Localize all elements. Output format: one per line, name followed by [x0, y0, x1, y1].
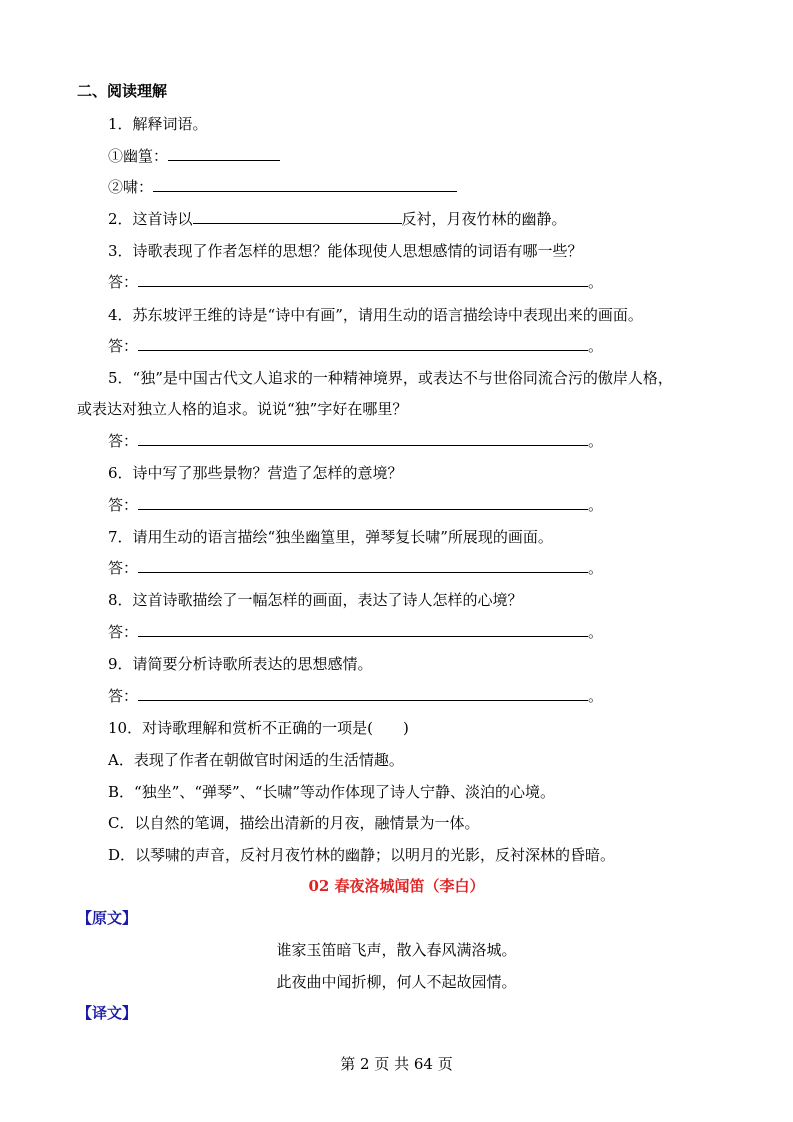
question-1b-label: ②啸：	[108, 178, 154, 196]
answer-blank[interactable]	[138, 431, 588, 446]
section-title: 二、阅读理解	[77, 82, 168, 100]
original-text-label: 【原文】	[77, 909, 138, 927]
answer-line	[108, 622, 603, 642]
answer-line	[108, 495, 603, 515]
question-10: 10．对诗歌理解和赏析不正确的一项是( )	[108, 719, 409, 737]
answer-blank[interactable]	[138, 558, 588, 573]
translation-label: 【译文】	[77, 1004, 138, 1022]
answer-period: 。	[588, 337, 604, 355]
answer-label: 答：	[108, 623, 139, 641]
question-3: 3．诗歌表现了作者怎样的思想？能体现使人思想感情的词语有哪一些？	[108, 242, 583, 260]
option-a[interactable]: A．表现了作者在朝做官时闲适的生活情趣。	[108, 751, 404, 769]
answer-label: 答：	[108, 273, 139, 291]
question-1b	[108, 177, 457, 197]
answer-line	[108, 272, 603, 292]
answer-blank[interactable]	[138, 272, 588, 287]
question-5-line2: 或表达对独立人格的追求。说说“独”字好在哪里？	[77, 400, 408, 418]
answer-blank[interactable]	[153, 177, 457, 192]
answer-line	[108, 336, 603, 356]
answer-period: 。	[588, 496, 604, 514]
answer-blank[interactable]	[138, 336, 588, 351]
answer-blank[interactable]	[168, 146, 280, 161]
option-c[interactable]: C．以自然的笔调，描绘出清新的月夜，融情景为一体。	[108, 814, 480, 832]
question-1a-label: ①幽篁：	[108, 147, 169, 165]
question-2	[108, 209, 567, 229]
question-7: 7．请用生动的语言描绘“独坐幽篁里，弹琴复长啸”所展现的画面。	[108, 528, 553, 546]
question-2-post: 反衬，月夜竹林的幽静。	[401, 210, 567, 228]
answer-period: 。	[588, 687, 604, 705]
answer-blank[interactable]	[193, 209, 402, 224]
poem-line-1: 谁家玉笛暗飞声，散入春风满洛城。	[276, 941, 517, 959]
answer-blank[interactable]	[138, 686, 588, 701]
question-1: 1．解释词语。	[108, 115, 208, 133]
question-1a	[108, 146, 280, 166]
answer-blank[interactable]	[138, 622, 588, 637]
answer-label: 答：	[108, 687, 139, 705]
answer-period: 。	[588, 559, 604, 577]
question-2-pre: 2．这首诗以	[108, 210, 193, 228]
question-8: 8．这首诗歌描绘了一幅怎样的画面，表达了诗人怎样的心境？	[108, 591, 523, 609]
answer-period: 。	[588, 432, 604, 450]
answer-line	[108, 431, 603, 451]
poem-title: 02 春夜洛城闻笛（李白）	[308, 877, 485, 895]
answer-label: 答：	[108, 337, 139, 355]
answer-line	[108, 558, 603, 578]
question-4: 4．苏东坡评王维的诗是“诗中有画”，请用生动的语言描绘诗中表现出来的画面。	[108, 306, 643, 324]
question-9: 9．请简要分析诗歌所表达的思想感情。	[108, 655, 373, 673]
answer-line	[108, 686, 603, 706]
answer-period: 。	[588, 273, 604, 291]
question-6: 6．诗中写了那些景物？营造了怎样的意境？	[108, 464, 403, 482]
answer-label: 答：	[108, 432, 139, 450]
page-footer: 第 2 页 共 64 页	[340, 1055, 453, 1073]
answer-label: 答：	[108, 559, 139, 577]
question-5-line1: 5．“独”是中国古代文人追求的一种精神境界，或表达不与世俗同流合污的傲岸人格，	[108, 369, 673, 387]
answer-period: 。	[588, 623, 604, 641]
answer-blank[interactable]	[138, 495, 588, 510]
answer-label: 答：	[108, 496, 139, 514]
option-d[interactable]: D．以琴啸的声音，反衬月夜竹林的幽静；以明月的光影，反衬深林的昏暗。	[108, 846, 616, 864]
option-b[interactable]: B．“独坐”、“弹琴”、“长啸”等动作体现了诗人宁静、淡泊的心境。	[108, 783, 556, 801]
poem-line-2: 此夜曲中闻折柳，何人不起故园情。	[276, 973, 517, 991]
